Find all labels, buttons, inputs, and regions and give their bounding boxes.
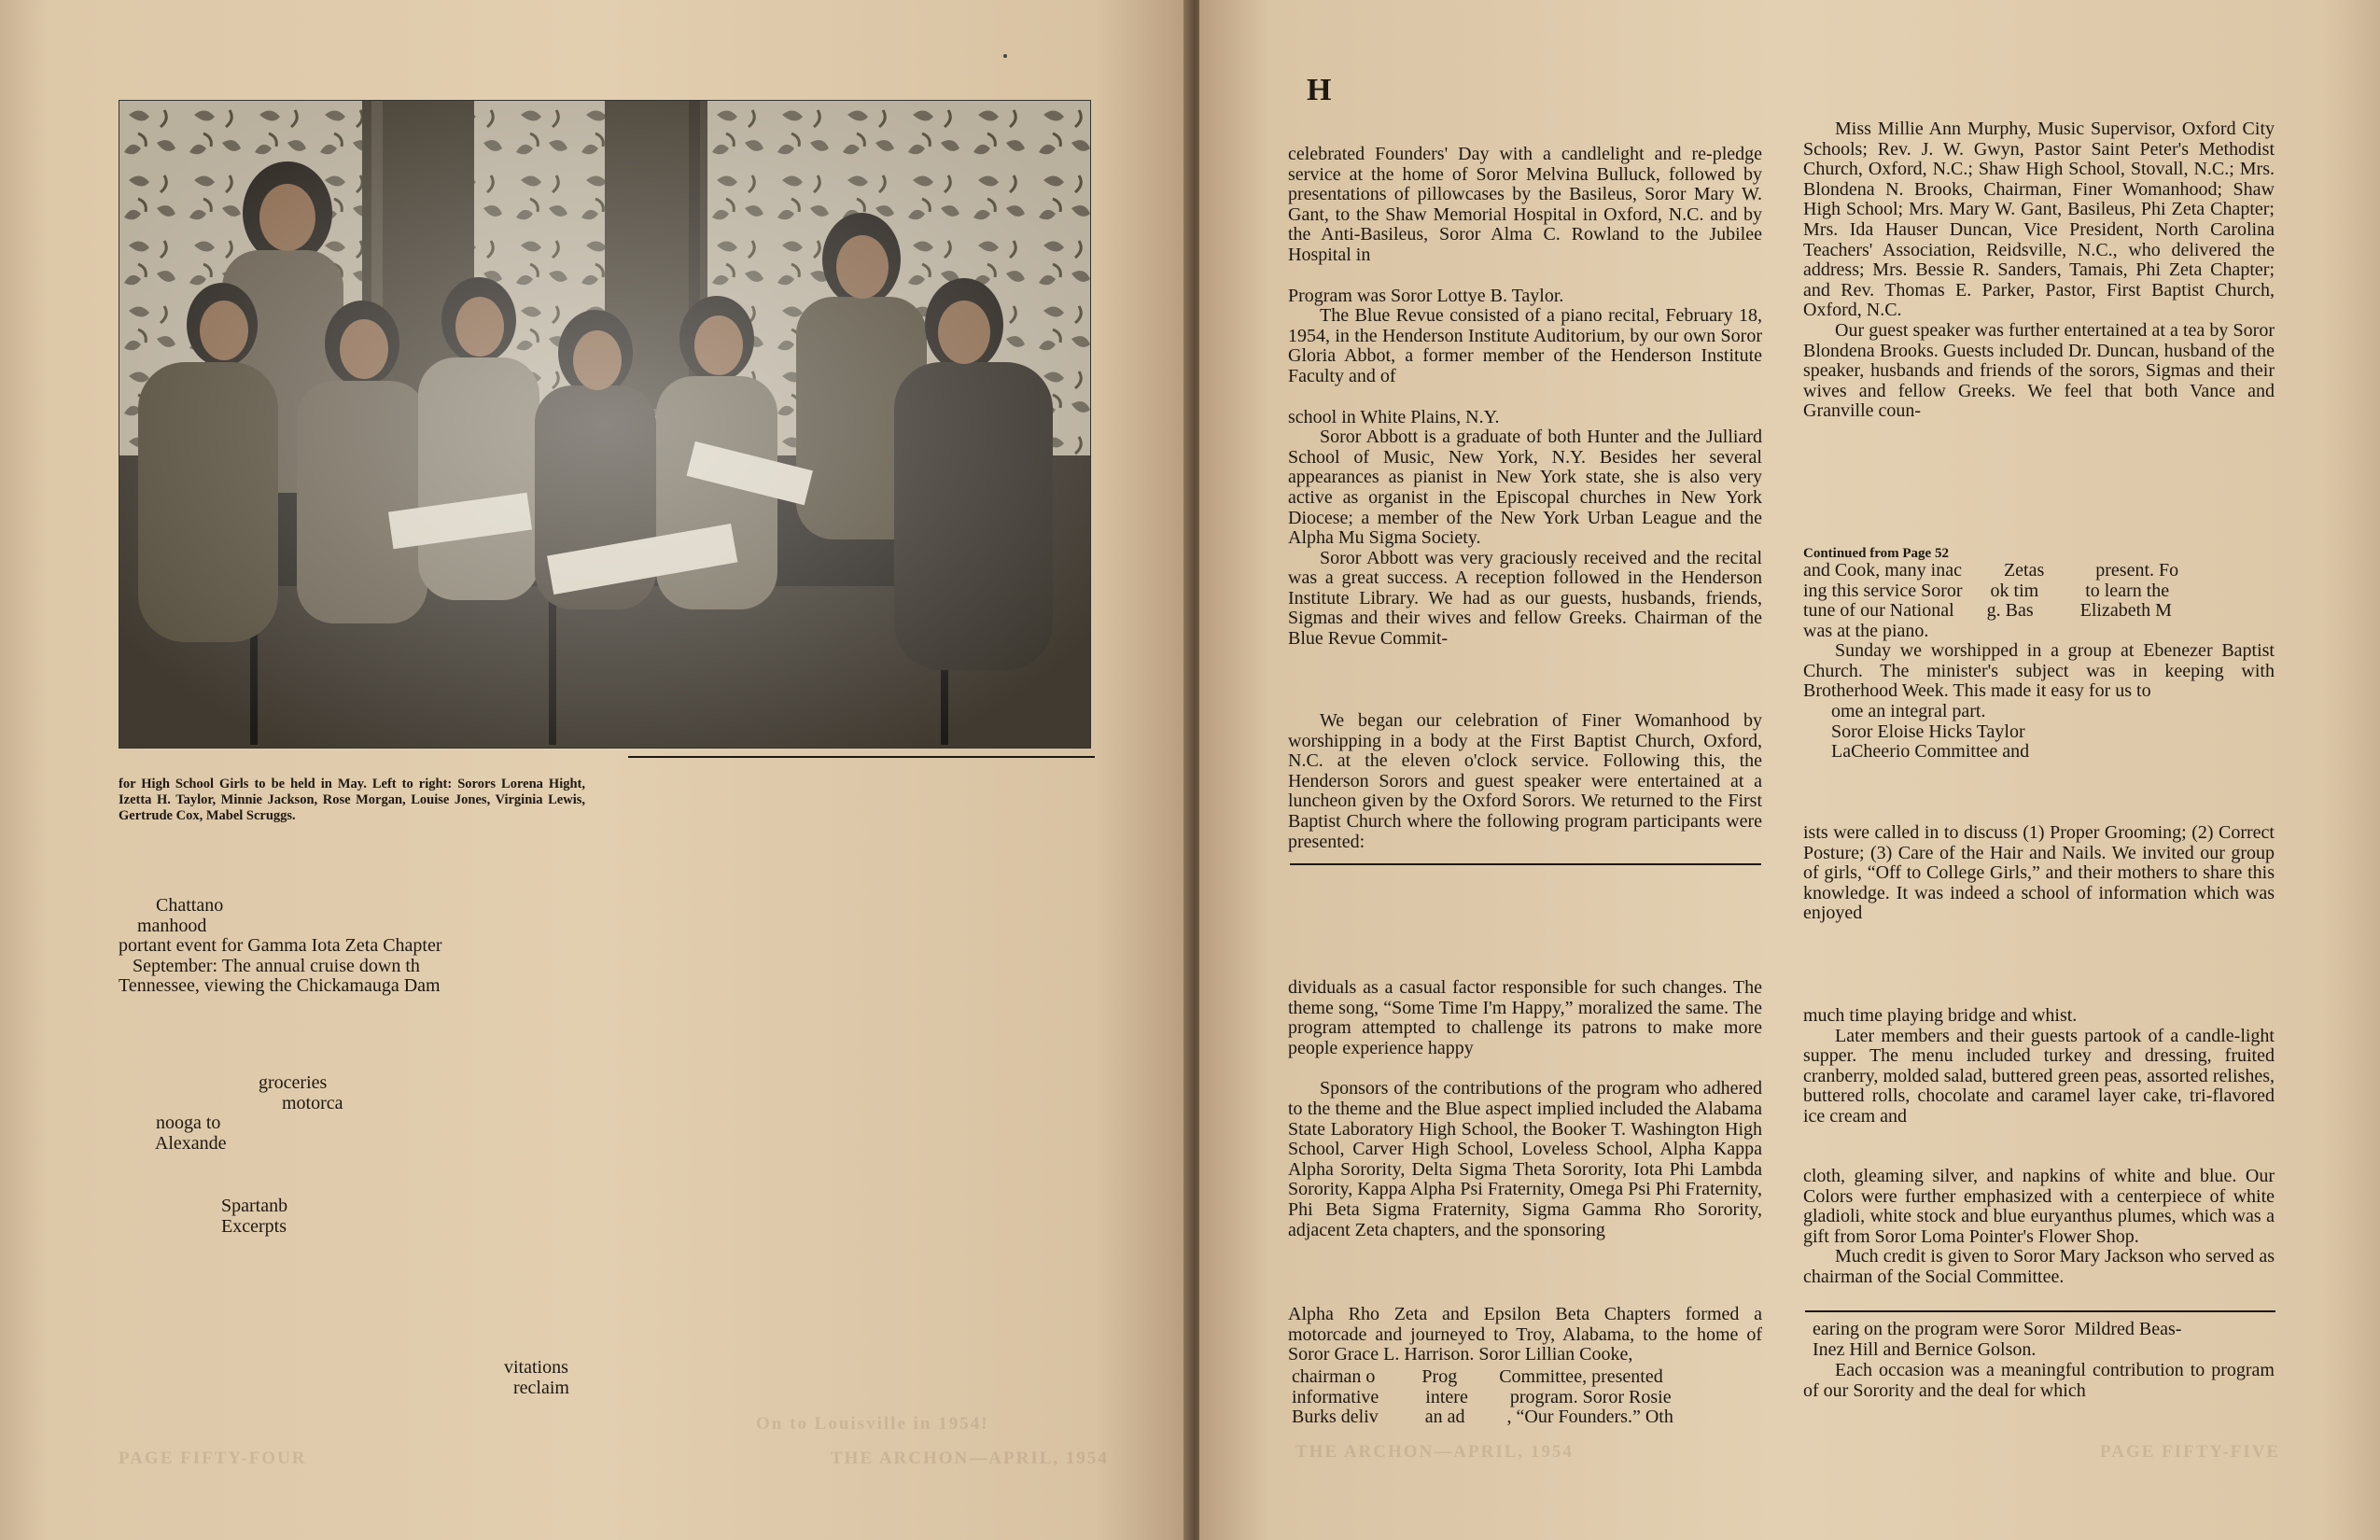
text-column-2d	[1803, 1006, 2275, 1127]
text-column-2c	[1803, 823, 2275, 924]
text-fragment: and Cook, many inac Zetas present. Fo ing this service Soror ok tim to learn the tune of our National g. Bas Elizabeth M was at the piano.	[1803, 560, 2179, 641]
paragraph: Each occasion was a meaningful contribution to program of our Sorority and the deal for which	[1803, 1360, 2275, 1401]
paragraph: much time playing bridge and whist.	[1803, 1005, 2078, 1026]
text-column-1c	[1288, 978, 1762, 1240]
text-column-1b	[1288, 711, 1762, 852]
text-column-2e	[1803, 1167, 2275, 1288]
right-page	[1199, 0, 2380, 1540]
paragraph: dividuals as a casual factor responsible for such changes. The theme song, “Some Time I'm Happy,” moralized the same. The program attempted to challenge its patrons to make more people experience happy	[1288, 977, 1762, 1058]
text-column-2b	[1803, 641, 2275, 702]
paragraph: Our guest speaker was further entertained at a tea by Soror Blondena Brooks. Guests included Dr. Duncan, husband of the speaker, husbands and friends of the sorors, Sigmas and their wives and fellow Greeks. We feel that both Vance and Granville coun-	[1803, 319, 2275, 422]
text-fragment: Spartanb Excerpts	[221, 1196, 288, 1237]
paragraph: Miss Millie Ann Murphy, Music Supervisor, Oxford City Schools; Rev. J. W. Gwyn, Pastor Saint Peter's Methodist Church, Oxford, N.C.; Shaw High School, Stovall, N.C.; Mrs. Blondena N. Brooks, Chairman, Finer Womanhood; Shaw High School; Mrs. Mary W. Gant, Basileus, Phi Zeta Chapter; Mrs. Ida Hauser Duncan, Vice President, North Carolina Teachers' Association, Reidsville, N.C., who delivered the address; Mrs. Bessie R. Sanders, Tamais, Phi Zeta Chapter; and Rev. Thomas E. Parker, Pastor, First Baptist Church, Oxford, N.C.	[1803, 119, 2275, 321]
paragraph: school in White Plains, N.Y.	[1288, 406, 1500, 427]
paragraph: The Blue Revue consisted of a piano recital, February 18, 1954, in the Henderson Institute Auditorium, by our own Soror Gloria Abbot, a former member of the Henderson Institute Faculty and of	[1288, 305, 1762, 386]
text-fragment: vitations reclaim	[504, 1357, 569, 1398]
paragraph: Program was Soror Lottye B. Taylor.	[1288, 285, 1564, 306]
text-column-1d	[1288, 1305, 1762, 1365]
paragraph: cloth, gleaming silver, and napkins of white and blue. Our Colors were further emphasized with a centerpiece of white gladioli, white stock and blue euryanthus plumes, which was a gift from Soror Loma Pointer's Flower Shop.	[1803, 1166, 2275, 1247]
paragraph: Sunday we worshipped in a group at Ebenezer Baptist Church. The minister's subject was in keeping with Brotherhood Week. This made it easy for us to	[1803, 640, 2275, 702]
page-mark	[1003, 54, 1007, 58]
text-fragment: groceries motorca nooga to Alexande	[154, 1072, 343, 1154]
page-footer: THE ARCHON—APRIL, 1954	[1295, 1442, 1574, 1462]
paragraph: ists were called in to discuss (1) Proper Grooming; (2) Correct Posture; (3) Care of the Hair and Nails. We invited our group of girls, “Off to College Girls,” and their mothers to share this knowledge. It was indeed a school of information which was enjoyed	[1803, 822, 2275, 924]
text-fragment: earing on the program were Soror Mildred Beas- Inez Hill and Bernice Golson.	[1813, 1319, 2182, 1360]
column-rule	[1805, 1310, 2275, 1312]
page-footer: PAGE FIFTY-FOUR	[119, 1449, 307, 1468]
paragraph: We began our celebration of Finer Womanhood by worshipping in a body at the First Baptist Church, Oxford, N.C. at the eleven o'clock service. Following this, the Henderson Sorors and guest speaker were entertained at a luncheon given by the Oxford Sorors. We returned to the First Baptist Church where the following program participants were presented:	[1288, 710, 1762, 852]
text-fragment: chairman o Prog Committee, presented informative intere program. Soror Rosie Burks deliv an ad , “Our Founders.” Oth	[1292, 1366, 1673, 1428]
paragraph: Alpha Rho Zeta and Epsilon Beta Chapters formed a motorcade and journeyed to Troy, Alabama, to the home of Soror Grace L. Harrison. Soror Lillian Cooke,	[1288, 1304, 1762, 1365]
page-footer: PAGE FIFTY-FIVE	[2100, 1442, 2281, 1462]
paragraph: Soror Abbott was very graciously received and the recital was a great success. A reception followed in the Henderson Institute Library. We had as our guests, husbands, friends, Sigmas and their wives and fellow Greeks. Chairman of the Blue Revue Commit-	[1288, 547, 1762, 650]
paragraph: celebrated Founders' Day with a candlelight and re-pledge service at the home of Soror Melvina Bulluck, followed by presentations of pillowcases by the Basileus, Soror Mary W. Gant, to the Shaw Memorial Hospital in Oxford, N.C. and by the Anti-Basileus, Soror Alma C. Rowland to the Jubilee Hospital in	[1288, 144, 1762, 265]
paragraph: Later members and their guests partook of a candle-light supper. The menu included turkey and dressing, fruited cranberry, molded salad, buttered green peas, assorted relishes, buttered rolls, chocolate and caramel layer cake, tri-flavored ice cream and	[1803, 1025, 2275, 1127]
paragraph: Sponsors of the contributions of the program who adhered to the theme and the Blue aspect implied included the Alabama State Laboratory High School, the Booker T. Washington High School, Carver High School, Loveless School, Alpha Kappa Alpha Sorority, Delta Sigma Theta Sorority, Iota Phi Lambda Sorority, Kappa Alpha Psi Fraternity, Omega Psi Phi Fraternity, Phi Beta Sigma Fraternity, Sigma Gamma Rho Sorority, adjacent Zeta chapters, and the sponsoring	[1288, 1078, 1762, 1240]
text-fragment: Chattano manhood portant event for Gamma Iota Zeta Chapter September: The annual cruise down th Tennessee, viewing the Chickamauga Dam	[119, 895, 442, 997]
faint-note: On to Louisville in 1954!	[756, 1414, 989, 1434]
text-fragment: ome an integral part. Soror Eloise Hicks Taylor LaCheerio Committee and	[1831, 701, 2030, 763]
paragraph: Soror Abbott is a graduate of both Hunter and the Julliard School of Music, New York, N.Y. Besides her several appearances as pianist in New York state, she is also very active as organist in the Episcopal churches in New York Diocese; a member of the New York Urban League and the Alpha Mu Sigma Society.	[1288, 427, 1762, 549]
continued-note: Continued from Page 52	[1803, 546, 1949, 561]
photo-caption: for High School Girls to be held in May. Left to right: Sorors Lorena Hight, Izetta H. Taylor, Minnie Jackson, Rose Morgan, Louise Jones, Virginia Lewis, Gertrude Cox, Mabel Scruggs.	[119, 777, 585, 823]
column-rule	[1290, 863, 1761, 865]
drop-initial: H	[1307, 73, 1332, 107]
text-column-2f	[1803, 1361, 2275, 1401]
text-column-1	[1288, 145, 1762, 650]
page-footer: THE ARCHON—APRIL, 1954	[831, 1449, 1109, 1468]
paragraph: Much credit is given to Soror Mary Jackson who served as chairman of the Social Committee.	[1803, 1246, 2275, 1287]
text-column-2	[1803, 119, 2275, 422]
group-photo	[119, 100, 1091, 749]
column-rule	[628, 756, 1095, 758]
